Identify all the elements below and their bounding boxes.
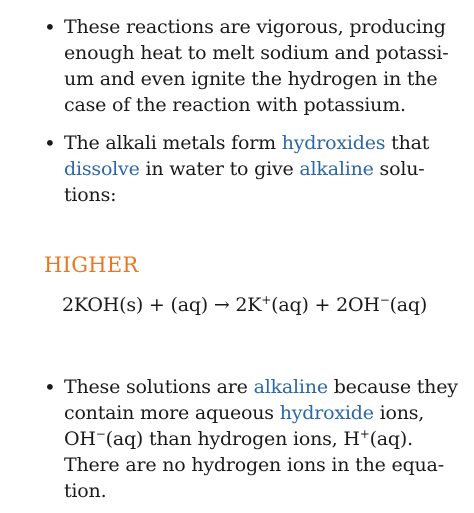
bullet-1-line-1: These reactions are vigorous, producing [64,16,446,38]
text-run: These solutions are [64,376,254,398]
chemical-equation [62,292,427,318]
text-run: (aq). [369,428,413,450]
text-run: (aq) than hydrogen ions, H [105,428,360,450]
equation-part: 2KOH(s) + (aq) → 2K [62,294,262,316]
equation-part: (aq) [389,294,428,316]
bullet-1-line-2: enough heat to melt sodium and potassi- [64,42,449,64]
text-run: because they [327,376,458,398]
bullet-2-line-1 [64,130,429,156]
bullet-1-line-4: case of the reaction with potassium. [64,94,406,116]
bullet-3-line-1 [64,374,458,400]
text-run: solu- [373,158,425,180]
bullet-3-line-3 [64,426,413,452]
bullet-3-line-4: There are no hydrogen ions in the equa- [64,454,444,476]
keyword-dissolve: dissolve [64,158,140,180]
keyword-alkaline: alkaline [253,376,328,398]
bullet-2-line-3: tions: [64,184,117,206]
superscript-minus: − [379,293,390,307]
bullet-dot: • [44,375,56,399]
text-run: The alkali metals form [64,132,282,154]
keyword-alkaline: alkaline [299,158,374,180]
equation-part: (aq) + 2OH [271,294,380,316]
higher-heading: HIGHER [44,253,139,277]
text-run: ions, [373,402,425,424]
bullet-1-line-3: um and even ignite the hydrogen in the [64,68,438,90]
bullet-3-line-5: tion. [64,480,107,502]
text-run: contain more aqueous [64,402,280,424]
bullet-dot: • [44,15,56,39]
superscript-plus: + [261,293,272,307]
superscript-minus: − [95,427,106,441]
text-run: in water to give [139,158,300,180]
text-run: OH [64,428,96,450]
text-run: that [385,132,430,154]
superscript-plus: + [359,427,370,441]
bullet-2-line-2 [64,156,424,182]
keyword-hydroxide: hydroxide [279,402,374,424]
bullet-3-line-2 [64,400,424,426]
bullet-dot: • [44,131,56,155]
keyword-hydroxides: hydroxides [281,132,386,154]
